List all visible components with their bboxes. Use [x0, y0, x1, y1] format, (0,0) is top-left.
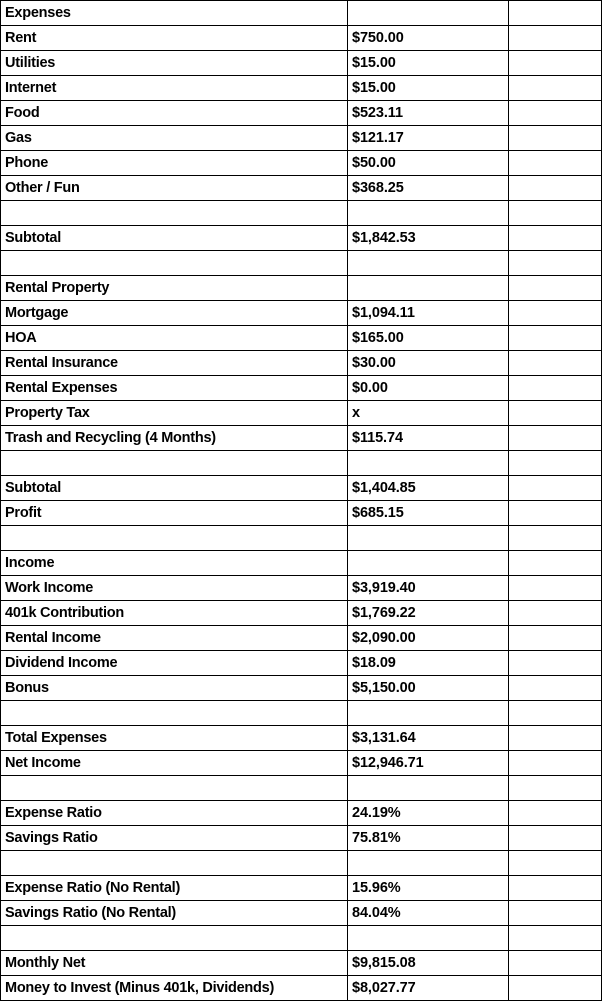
table-row: [1, 426, 602, 451]
row-extra[interactable]: [509, 101, 602, 126]
row-extra[interactable]: [509, 726, 602, 751]
row-label[interactable]: Expense Ratio (No Rental): [1, 876, 348, 901]
spacer-row: [1, 926, 602, 951]
row-extra[interactable]: [509, 826, 602, 851]
row-label[interactable]: Rental Expenses: [1, 376, 348, 401]
row-extra[interactable]: [509, 251, 602, 276]
row-value[interactable]: $15.00: [348, 51, 509, 76]
row-value[interactable]: [348, 201, 509, 226]
row-label[interactable]: [1, 201, 348, 226]
row-value[interactable]: $1,094.11: [348, 301, 509, 326]
table-row: [1, 176, 602, 201]
table-row: [1, 51, 602, 76]
table-row: [1, 626, 602, 651]
row-value[interactable]: $750.00: [348, 26, 509, 51]
table-row: [1, 226, 602, 251]
row-extra[interactable]: [509, 951, 602, 976]
row-value[interactable]: $3,919.40: [348, 576, 509, 601]
row-value[interactable]: [348, 1, 509, 26]
row-value[interactable]: $30.00: [348, 351, 509, 376]
row-value[interactable]: $5,150.00: [348, 676, 509, 701]
row-label[interactable]: [1, 526, 348, 551]
table-row: [1, 326, 602, 351]
row-extra[interactable]: [509, 926, 602, 951]
row-extra[interactable]: [509, 901, 602, 926]
row-value[interactable]: $685.15: [348, 501, 509, 526]
row-label[interactable]: Other / Fun: [1, 176, 348, 201]
row-label[interactable]: Trash and Recycling (4 Months): [1, 426, 348, 451]
row-value[interactable]: $121.17: [348, 126, 509, 151]
table-row: [1, 976, 602, 1001]
row-value[interactable]: [348, 251, 509, 276]
row-value[interactable]: 15.96%: [348, 876, 509, 901]
row-extra[interactable]: [509, 576, 602, 601]
table-row: [1, 401, 602, 426]
row-extra[interactable]: [509, 801, 602, 826]
row-value[interactable]: $9,815.08: [348, 951, 509, 976]
row-value[interactable]: [348, 701, 509, 726]
row-extra[interactable]: [509, 626, 602, 651]
row-label[interactable]: Mortgage: [1, 301, 348, 326]
row-value[interactable]: $18.09: [348, 651, 509, 676]
row-value[interactable]: [348, 526, 509, 551]
table-row: [1, 676, 602, 701]
row-label[interactable]: Internet: [1, 76, 348, 101]
row-extra[interactable]: [509, 551, 602, 576]
row-extra[interactable]: [509, 26, 602, 51]
table-row: [1, 301, 602, 326]
row-extra[interactable]: [509, 126, 602, 151]
row-extra[interactable]: [509, 326, 602, 351]
row-extra[interactable]: [509, 151, 602, 176]
row-value[interactable]: [348, 926, 509, 951]
row-value[interactable]: $1,769.22: [348, 601, 509, 626]
row-extra[interactable]: [509, 51, 602, 76]
row-extra[interactable]: [509, 351, 602, 376]
table-row: [1, 876, 602, 901]
row-label[interactable]: Subtotal: [1, 476, 348, 501]
row-label[interactable]: Monthly Net: [1, 951, 348, 976]
row-label[interactable]: 401k Contribution: [1, 601, 348, 626]
row-value[interactable]: 75.81%: [348, 826, 509, 851]
row-value[interactable]: $50.00: [348, 151, 509, 176]
row-extra[interactable]: [509, 676, 602, 701]
spacer-row: [1, 776, 602, 801]
table-row: [1, 126, 602, 151]
row-label[interactable]: Savings Ratio (No Rental): [1, 901, 348, 926]
table-row: [1, 576, 602, 601]
row-label[interactable]: Rental Insurance: [1, 351, 348, 376]
row-value[interactable]: $12,946.71: [348, 751, 509, 776]
spacer-row: [1, 201, 602, 226]
row-value[interactable]: $3,131.64: [348, 726, 509, 751]
row-extra[interactable]: [509, 851, 602, 876]
row-label[interactable]: Phone: [1, 151, 348, 176]
table-row: [1, 751, 602, 776]
row-label[interactable]: [1, 851, 348, 876]
row-extra[interactable]: [509, 501, 602, 526]
table-row: [1, 826, 602, 851]
table-row: [1, 476, 602, 501]
table-row: [1, 376, 602, 401]
row-label[interactable]: Net Income: [1, 751, 348, 776]
row-extra[interactable]: [509, 301, 602, 326]
row-label[interactable]: Utilities: [1, 51, 348, 76]
row-extra[interactable]: [509, 76, 602, 101]
table-row: [1, 26, 602, 51]
row-label[interactable]: HOA: [1, 326, 348, 351]
section-header-row: [1, 551, 602, 576]
row-value[interactable]: $8,027.77: [348, 976, 509, 1001]
row-extra[interactable]: [509, 276, 602, 301]
row-extra[interactable]: [509, 451, 602, 476]
spacer-row: [1, 451, 602, 476]
row-value[interactable]: x: [348, 401, 509, 426]
row-value[interactable]: [348, 451, 509, 476]
row-extra[interactable]: [509, 426, 602, 451]
table-row: [1, 351, 602, 376]
table-row: [1, 101, 602, 126]
row-value[interactable]: $165.00: [348, 326, 509, 351]
section-header-label[interactable]: Expenses: [1, 1, 348, 26]
row-label[interactable]: Gas: [1, 126, 348, 151]
row-extra[interactable]: [509, 976, 602, 1001]
section-header-row: [1, 276, 602, 301]
row-value[interactable]: $2,090.00: [348, 626, 509, 651]
row-extra[interactable]: [509, 776, 602, 801]
row-label[interactable]: Bonus: [1, 676, 348, 701]
row-label[interactable]: Money to Invest (Minus 401k, Dividends): [1, 976, 348, 1001]
row-value[interactable]: $15.00: [348, 76, 509, 101]
row-label[interactable]: Food: [1, 101, 348, 126]
row-extra[interactable]: [509, 476, 602, 501]
table-row: [1, 501, 602, 526]
row-label[interactable]: [1, 776, 348, 801]
row-value[interactable]: $0.00: [348, 376, 509, 401]
row-label[interactable]: Work Income: [1, 576, 348, 601]
row-value[interactable]: [348, 276, 509, 301]
table-row: [1, 76, 602, 101]
section-header-label[interactable]: Income: [1, 551, 348, 576]
row-label[interactable]: Rent: [1, 26, 348, 51]
row-extra[interactable]: [509, 176, 602, 201]
spacer-row: [1, 526, 602, 551]
section-header-row: [1, 1, 602, 26]
row-value[interactable]: $523.11: [348, 101, 509, 126]
row-extra[interactable]: [509, 201, 602, 226]
row-value[interactable]: $368.25: [348, 176, 509, 201]
row-label[interactable]: Total Expenses: [1, 726, 348, 751]
row-extra[interactable]: [509, 876, 602, 901]
row-value[interactable]: [348, 851, 509, 876]
table-row: [1, 151, 602, 176]
row-label[interactable]: Property Tax: [1, 401, 348, 426]
row-value[interactable]: [348, 776, 509, 801]
table-row: [1, 651, 602, 676]
row-value[interactable]: $115.74: [348, 426, 509, 451]
spacer-row: [1, 851, 602, 876]
table-body: [1, 1, 602, 1001]
row-label[interactable]: [1, 701, 348, 726]
row-label[interactable]: Expense Ratio: [1, 801, 348, 826]
table-row: [1, 901, 602, 926]
row-extra[interactable]: [509, 376, 602, 401]
table-row: [1, 801, 602, 826]
row-extra[interactable]: [509, 701, 602, 726]
row-label[interactable]: Savings Ratio: [1, 826, 348, 851]
row-label[interactable]: [1, 251, 348, 276]
row-label[interactable]: [1, 451, 348, 476]
row-extra[interactable]: [509, 601, 602, 626]
spacer-row: [1, 701, 602, 726]
table-row: [1, 726, 602, 751]
row-extra[interactable]: [509, 1, 602, 26]
row-extra[interactable]: [509, 401, 602, 426]
row-value[interactable]: 84.04%: [348, 901, 509, 926]
row-label[interactable]: Dividend Income: [1, 651, 348, 676]
spacer-row: [1, 251, 602, 276]
row-extra[interactable]: [509, 226, 602, 251]
row-label[interactable]: Rental Income: [1, 626, 348, 651]
row-label[interactable]: Profit: [1, 501, 348, 526]
row-value[interactable]: 24.19%: [348, 801, 509, 826]
table-row: [1, 951, 602, 976]
row-value[interactable]: [348, 551, 509, 576]
row-value[interactable]: $1,404.85: [348, 476, 509, 501]
row-extra[interactable]: [509, 526, 602, 551]
row-label[interactable]: [1, 926, 348, 951]
table-row: [1, 601, 602, 626]
row-extra[interactable]: [509, 751, 602, 776]
row-label[interactable]: Subtotal: [1, 226, 348, 251]
row-value[interactable]: $1,842.53: [348, 226, 509, 251]
section-header-label[interactable]: Rental Property: [1, 276, 348, 301]
row-extra[interactable]: [509, 651, 602, 676]
